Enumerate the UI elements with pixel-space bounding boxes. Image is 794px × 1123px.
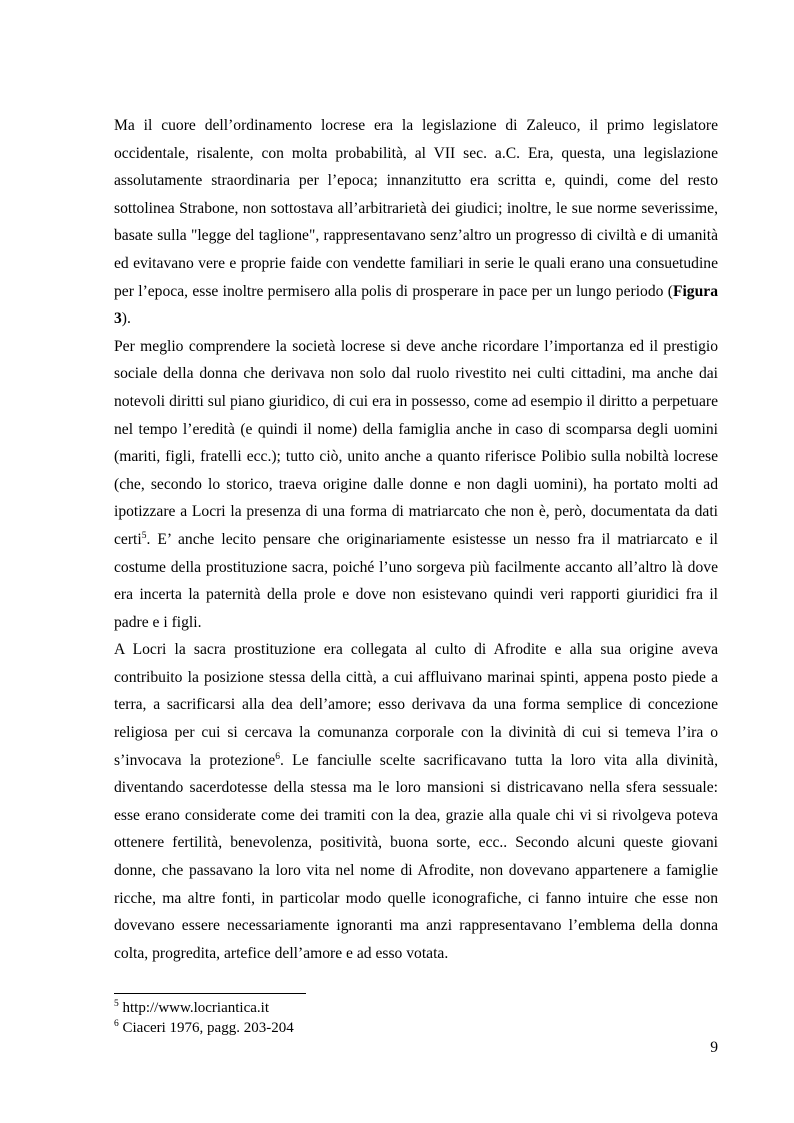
footnote-5	[114, 998, 718, 1018]
paragraph-text: . Le fanciulle scelte sacrificavano tutta la loro vita alla divinità, diventando sacerdotesse della stessa ma le loro mansioni si districavano nella sfera sessuale: esse erano considerate come dei tramiti con la dea, grazie alla quale chi vi si rivolgeva poteva ottenere fertilità, benevolenza, positività, buona sorte, ecc.. Secondo alcuni queste giovani donne, che passavano la loro vita nel nome di Afrodite, non dovevano appartenere a famiglie ricche, ma altre fonti, in particolar modo quelle iconografiche, ci fanno intuire che esse non dovevano essere necessariamente ignoranti ma anzi rappresentavano l’emblema della donna colta, progredita, artefice dell’amore e ad esso votata.	[114, 751, 719, 962]
paragraph-text: ).	[121, 310, 131, 328]
paragraph-text: A Locri la sacra prostituzione era collegata al culto di Afrodite e alla sua origine aveva contribuito la posizione stessa della città, a cui affluivano marinai spinti, appena posto piede a terra, a sacrificarsi alla dea dell’amore; esso derivava da una forma semplice di concezione religiosa per cui si cercava la comunanza corporale con la divinità di cui si temeva l’ira o s’invocava la protezione	[114, 641, 718, 769]
figure-reference: Figura 3	[114, 282, 718, 328]
paragraph-2	[114, 333, 718, 637]
paragraph-text: Per meglio comprendere la società locrese si deve anche ricordare l’importanza ed il prestigio sociale della donna che derivava non solo dal ruolo rivestito nei culti cittadini, ma anche dai notevoli diritti sul piano giuridico, di cui era in possesso, come ad esempio il diritto a perpetuare nel tempo l’eredità (e quindi il nome) della famiglia anche in caso di scomparsa degli uomini (mariti, figli, fratelli ecc.); tutto ciò, unito anche a quanto riferisce Polibio sulla nobiltà locrese (che, secondo lo storico, traeva origine dalle donne e non dagli uomini), ha portato molti ad ipotizzare a Locri la presenza di una forma di matriarcato che non è, però, documentata da dati certi	[114, 337, 718, 548]
paragraph-text: Ma il cuore dell’ordinamento locrese era la legislazione di Zaleuco, il primo legislatore occidentale, risalente, con molta probabilità, al VII sec. a.C. Era, questa, una legislazione assolutamente straordinaria per l’epoca; innanzitutto era scritta e, quindi, come del resto sottolinea Strabone, non sottostava all’arbitrarietà dei giudici; inoltre, le sue norme severissime, basate sulla "legge del taglione", rappresentavano senz’altro un progresso di civiltà e di umanità ed evitavano vere e proprie faide con vendette familiari in serie le quali erano una consuetudine per l’epoca, esse inoltre permisero alla polis di prosperare in pace per un lungo periodo (	[114, 117, 718, 300]
paragraph-3	[114, 636, 718, 967]
footnote-number: 5	[114, 999, 119, 1009]
footnote-text: Ciaceri 1976, pagg. 203-204	[118, 1020, 294, 1036]
paragraph-1	[114, 112, 718, 333]
footnotes	[114, 998, 718, 1038]
body-text	[114, 112, 718, 967]
footnote-marker-5[interactable]: 5	[141, 530, 147, 541]
page-number: 9	[710, 1039, 718, 1056]
footnote-divider	[114, 993, 306, 994]
footnote-number: 6	[114, 1019, 119, 1029]
paragraph-text: . E’ anche lecito pensare che originariamente esistesse un nesso fra il matriarcato e il costume della prostituzione sacra, poiché l’uno sorgeva più facilmente accanto all’altro là dove era incerta la paternità della prole e dove non esistevano quindi veri rapporti giuridici fra il padre e i figli.	[114, 530, 718, 631]
footnote-6	[114, 1018, 718, 1038]
footnote-link[interactable]: http://www.locriantica.it	[118, 1000, 269, 1016]
footnote-marker-6[interactable]: 6	[275, 751, 280, 762]
